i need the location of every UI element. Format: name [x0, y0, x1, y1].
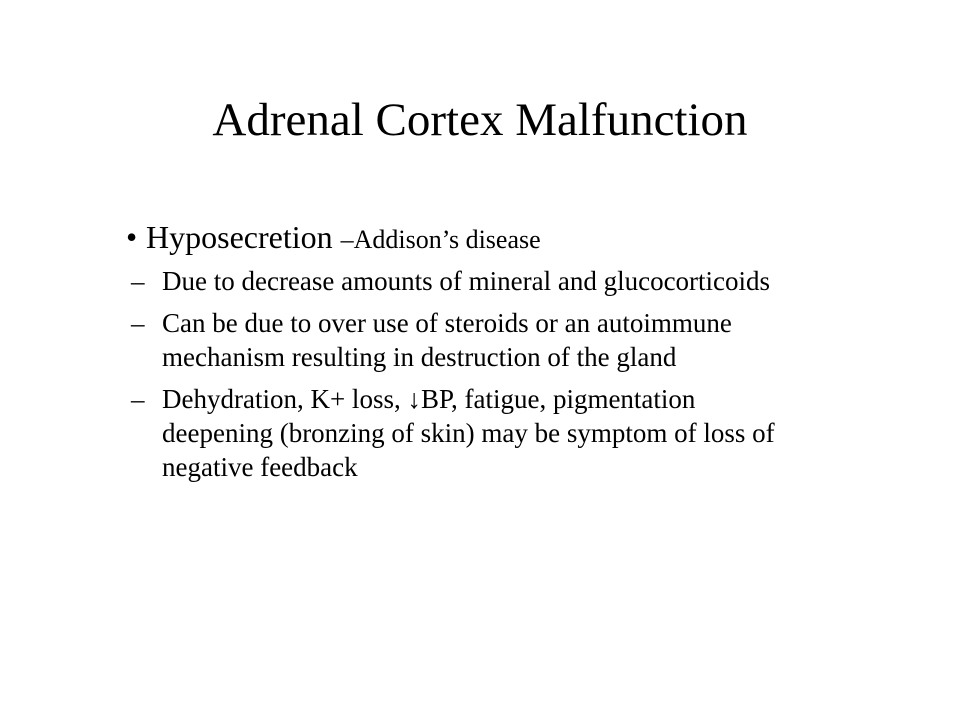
- sub-bullet-text: Can be due to over use of steroids or an autoimmune mechanism resulting in destruction of the gland: [162, 308, 732, 373]
- bullet-text: [146, 218, 906, 256]
- slide-title: Adrenal Cortex Malfunction: [212, 94, 748, 146]
- sub-bullet-marker: –: [131, 266, 145, 297]
- sub-bullet-item: [131, 306, 906, 374]
- sub-bullet-item: [131, 382, 906, 484]
- sub-bullet-list: [126, 264, 906, 484]
- sub-bullet-item: [131, 264, 906, 298]
- bullet-item: [126, 218, 906, 256]
- bullet-label: Hyposecretion: [146, 219, 333, 255]
- bullet-detail: Addison’s disease: [353, 225, 541, 254]
- sub-bullet-text: Dehydration, K+ loss, ↓BP, fatigue, pigmentation deepening (bronzing of skin) may be symptom of loss of negative feedback: [162, 384, 775, 483]
- bullet-separator: –: [340, 225, 354, 254]
- bullet-marker: •: [126, 219, 138, 255]
- sub-bullet-text: Due to decrease amounts of mineral and glucocorticoids: [162, 266, 771, 297]
- sub-bullet-marker: –: [131, 308, 145, 339]
- sub-bullet-marker: –: [131, 384, 145, 415]
- slide-body: [126, 218, 906, 492]
